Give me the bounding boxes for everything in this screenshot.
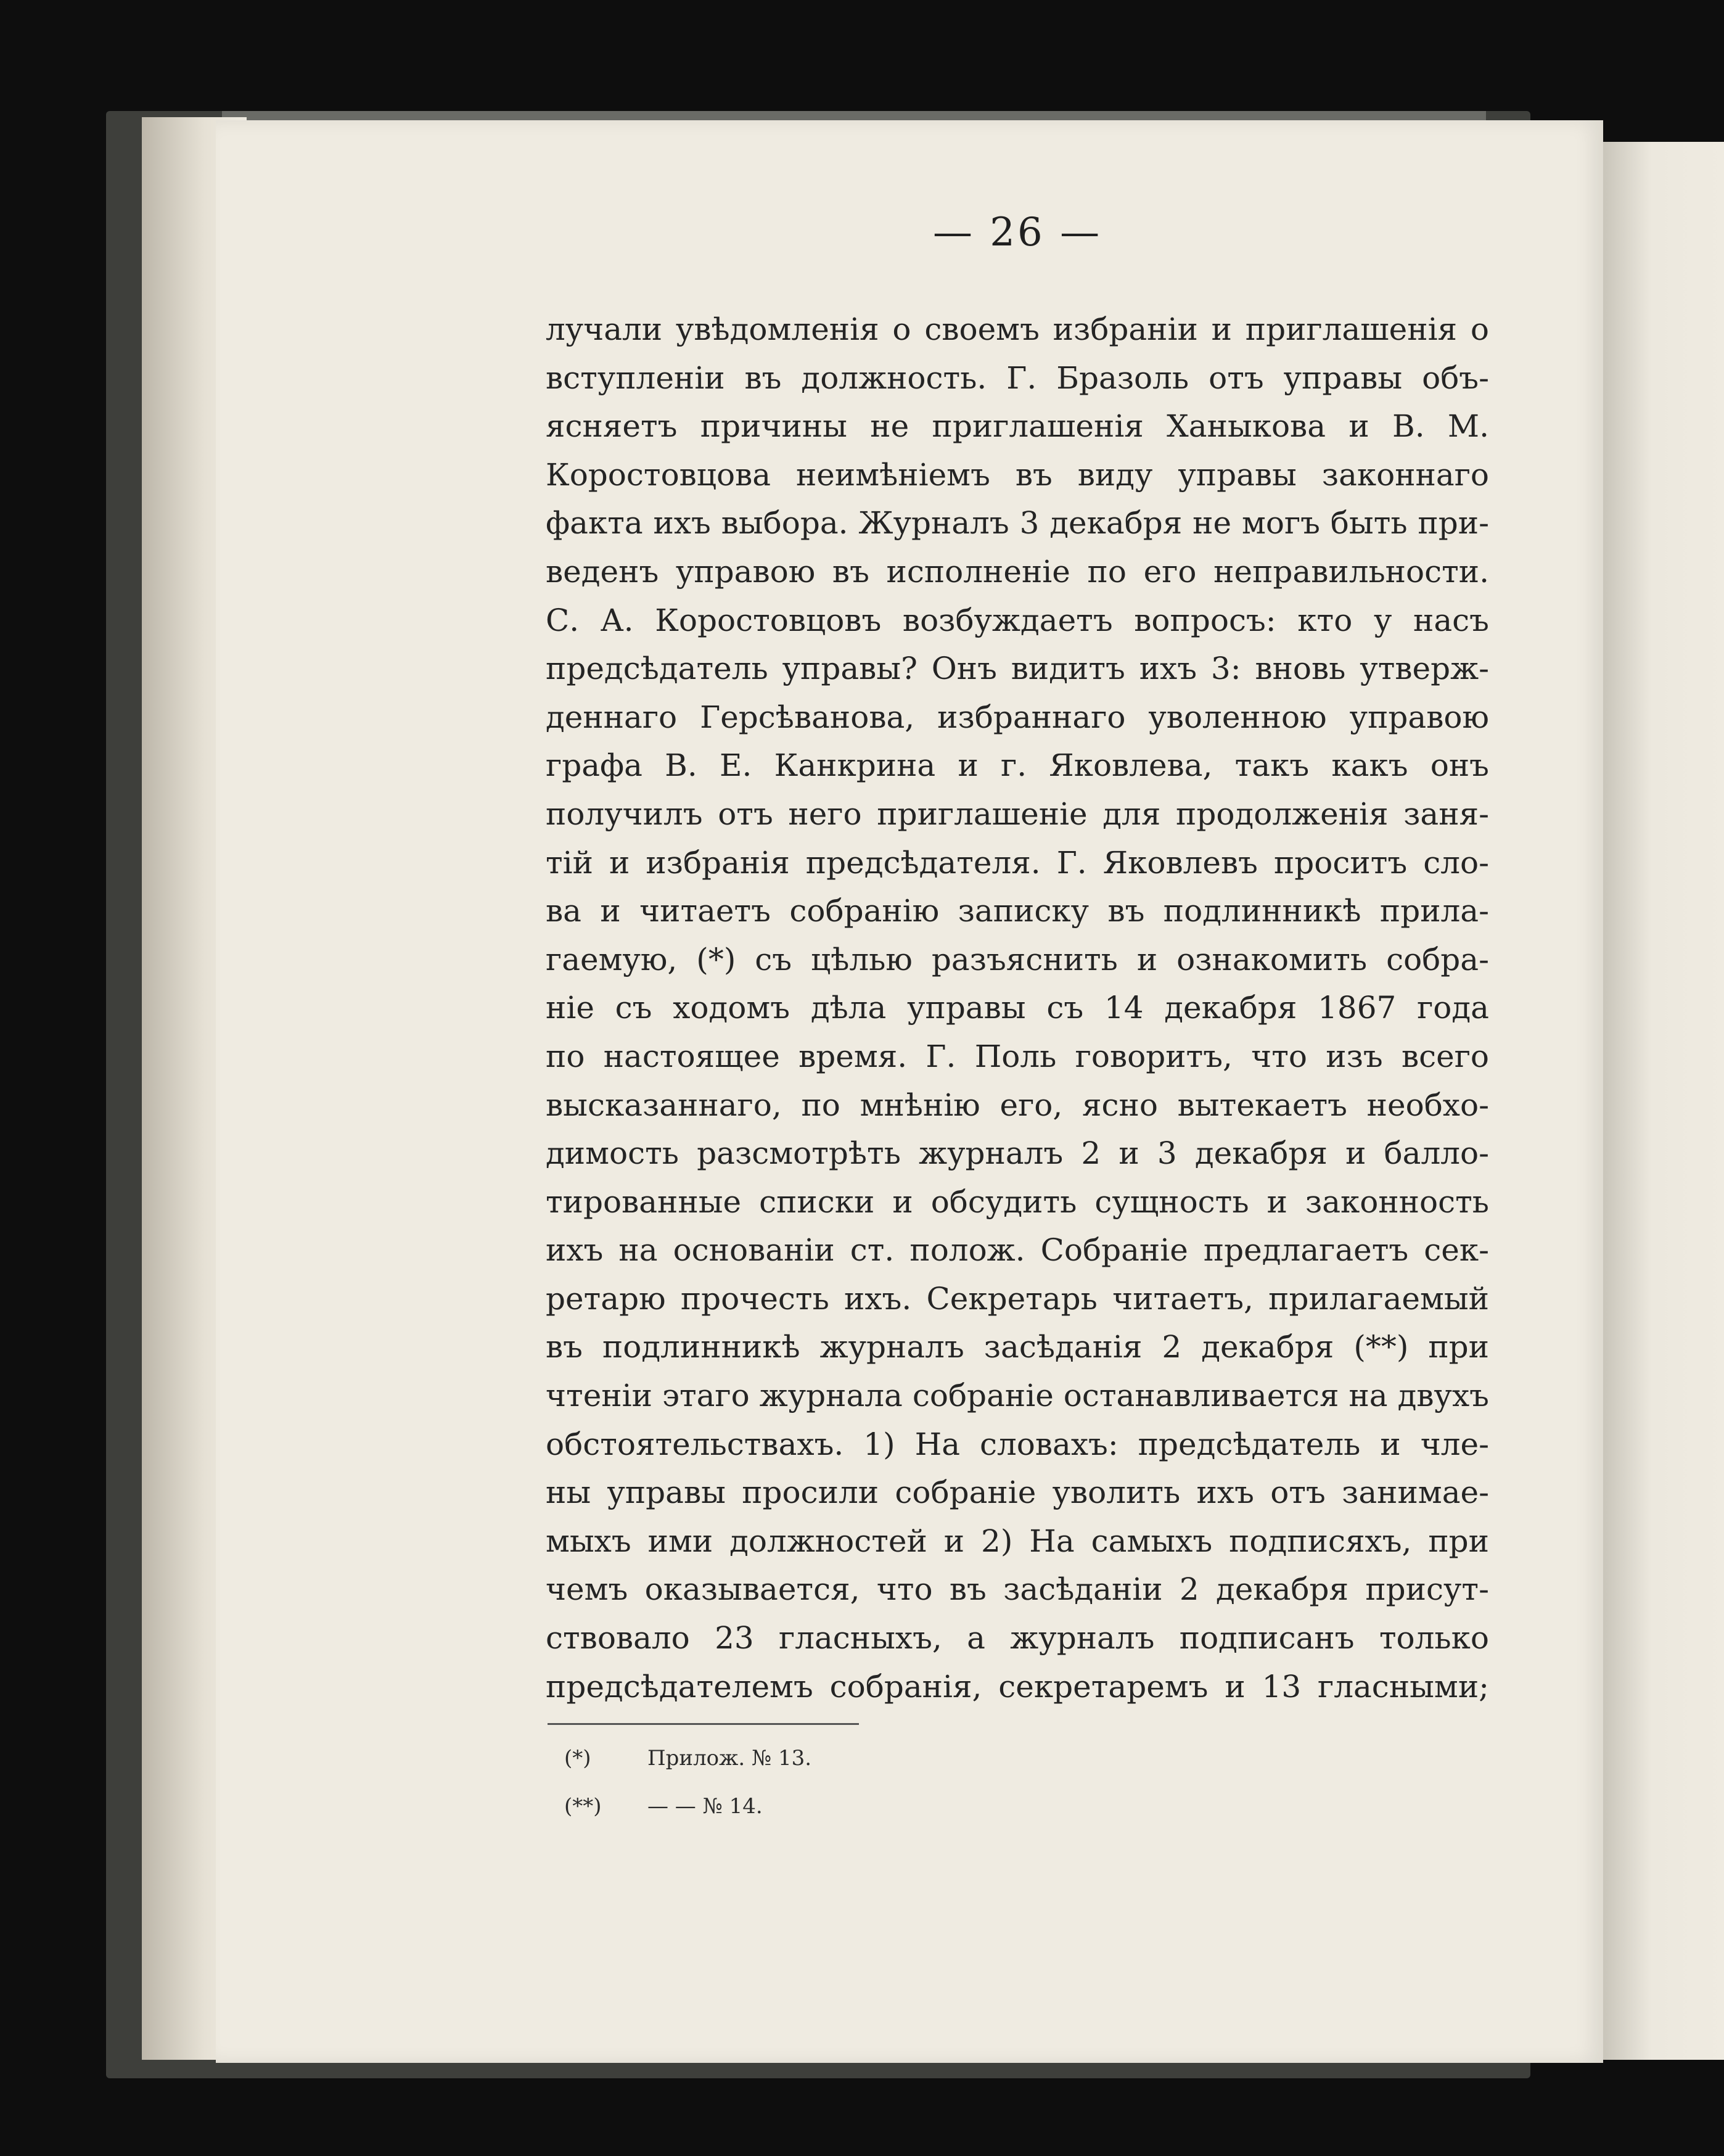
footnote-text: Прилож. № 13.: [647, 1746, 812, 1771]
text-line: предсѣдатель управы? Онъ видитъ ихъ 3: вновь утверж-: [546, 651, 1489, 687]
text-line: веденъ управою въ исполненіе по его неправильности.: [546, 553, 1489, 590]
text-line: димость разсмотрѣть журналъ 2 и 3 декабря и балло-: [546, 1135, 1489, 1172]
text-line: лучали увѣдомленія о своемъ избраніи и приглашенія о: [546, 311, 1489, 347]
text-line: тій и избранія предсѣдателя. Г. Яковлевъ проситъ сло-: [546, 844, 1489, 881]
text-line: въ подлинникѣ журналъ засѣданія 2 декабря (**) при: [546, 1329, 1489, 1365]
text-line: получилъ отъ него приглашеніе для продолженія заня-: [546, 796, 1489, 832]
text-line: по настоящее время. Г. Поль говоритъ, что изъ всего: [546, 1038, 1489, 1074]
next-page-edge: [1603, 142, 1724, 2060]
text-line: высказаннаго, по мнѣнію его, ясно вытекаетъ необхо-: [546, 1087, 1489, 1123]
body-text: [546, 305, 1489, 1711]
text-line: С. А. Коростовцовъ возбуждаетъ вопросъ: кто у насъ: [546, 602, 1489, 638]
text-line: ясняетъ причины не приглашенія Ханыкова и В. М.: [546, 408, 1489, 445]
text-line: предсѣдателемъ собранія, секретаремъ и 13 гласными;: [546, 1668, 1489, 1705]
footnote-mark: (**): [564, 1794, 602, 1819]
text-line: вступленіи въ должность. Г. Бразоль отъ управы объ-: [546, 360, 1489, 396]
footnote: [564, 1782, 934, 1830]
footnotes: [564, 1734, 934, 1830]
text-line: ихъ на основаніи ст. полож. Собраніе предлагаетъ сек-: [546, 1232, 1489, 1269]
text-line: обстоятельствахъ. 1) На словахъ: предсѣдатель и чле-: [546, 1426, 1489, 1462]
text-line: тированные списки и обсудить сущность и законность: [546, 1183, 1489, 1220]
text-line: деннаго Герсѣванова, избраннаго уволенною управою: [546, 699, 1489, 735]
footnote: [564, 1734, 934, 1782]
text-line: графа В. Е. Канкрина и г. Яковлева, такъ какъ онъ: [546, 747, 1489, 784]
footnote-text: — — № 14.: [647, 1794, 763, 1819]
text-line: ны управы просили собраніе уволить ихъ отъ занимае-: [546, 1475, 1489, 1511]
text-line: чемъ оказывается, что въ засѣданіи 2 декабря присут-: [546, 1571, 1489, 1608]
text-line: гаемую, (*) съ цѣлью разъяснить и ознакомить собра-: [546, 941, 1489, 977]
text-line: Коростовцова неимѣніемъ въ виду управы законнаго: [546, 456, 1489, 493]
text-line: чтеніи этаго журнала собраніе останавливается на двухъ: [546, 1378, 1489, 1414]
page-number: — 26 —: [932, 210, 1102, 255]
footnote-rule: [548, 1723, 859, 1725]
text-line: ва и читаетъ собранію записку въ подлинникѣ прила-: [546, 893, 1489, 929]
text-line: мыхъ ими должностей и 2) На самыхъ подписяхъ, при: [546, 1523, 1489, 1559]
text-line: ствовало 23 гласныхъ, а журналъ подписанъ только: [546, 1620, 1489, 1656]
footnote-mark: (*): [564, 1746, 591, 1771]
text-line: ретарю прочесть ихъ. Секретарь читаетъ, прилагаемый: [546, 1280, 1489, 1317]
text-line: ніе съ ходомъ дѣла управы съ 14 декабря 1867 года: [546, 990, 1489, 1026]
text-line: факта ихъ выбора. Журналъ 3 декабря не могъ быть при-: [546, 505, 1489, 541]
